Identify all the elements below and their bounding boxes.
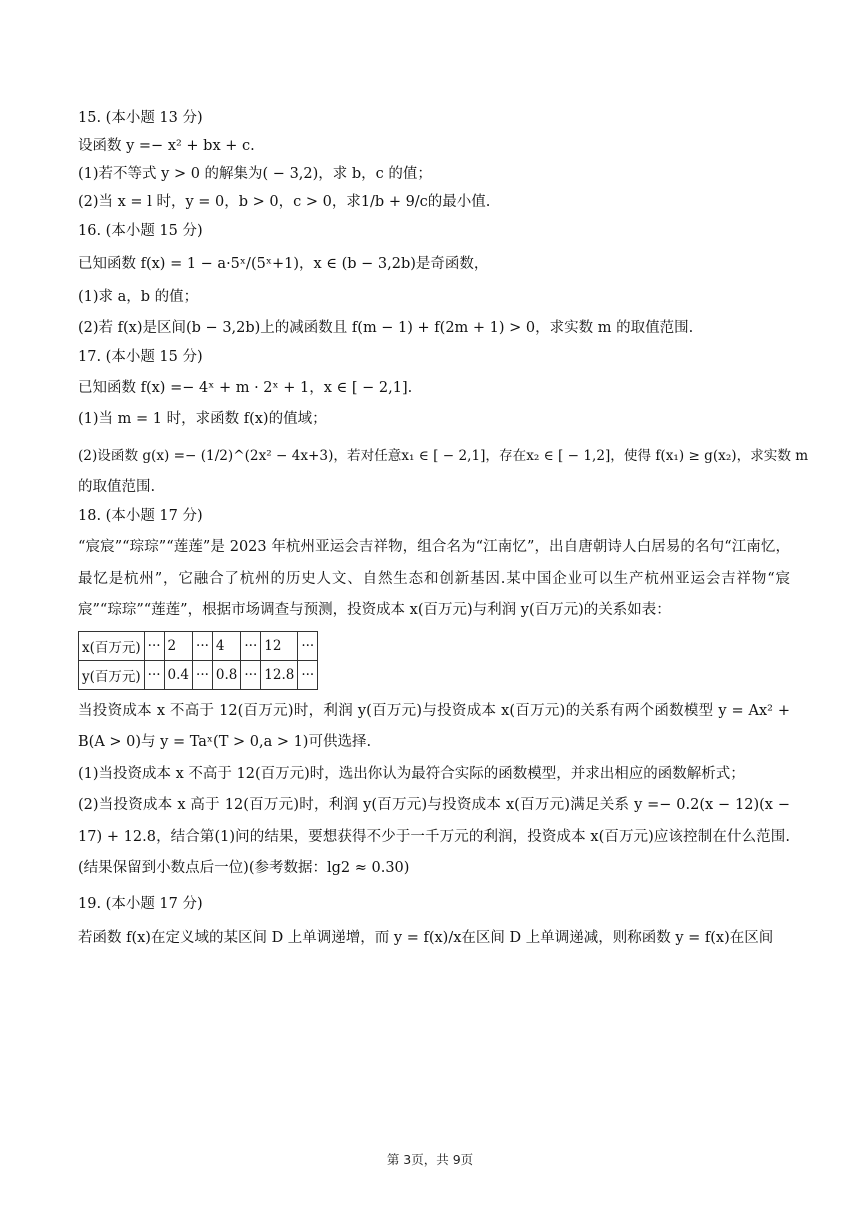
table-cell: 0.8 [212,660,240,689]
table-cell: ··· [241,660,261,689]
problem-line: (1)求 a，b 的值； [78,289,199,305]
problem-header: 19. (本小题 17 分) [78,895,203,912]
problem-header: 18. (本小题 17 分) [78,508,203,524]
page-content [78,108,809,957]
problem-line: (1)当 m = 1 时，求函数 f(x)的值域； [78,411,327,427]
table-cell: ··· [298,631,318,660]
problem-header: 16. (本小题 15 分) [78,223,203,239]
table-cell: ··· [241,631,261,660]
problem-header: 17. (本小题 15 分) [78,349,203,365]
table-cell: ··· [144,631,164,660]
problem-line: (1)若不等式 y > 0 的解集为( − 3,2)，求 b，c 的值； [78,166,432,182]
problem-19 [78,894,790,948]
table-cell: 0.4 [164,660,192,689]
problem-line: 设函数 y =− x² + bx + c. [78,138,255,154]
problem-part: (1)当投资成本 x 不高于 12(百万元)时，选出你认为最符合实际的函数模型，并求出相应的函数解析式； [78,765,745,782]
table-cell: 12 [261,631,298,660]
problem-17 [78,347,809,497]
table-cell: ··· [298,660,318,689]
problem-part: (2)当投资成本 x 高于 12(百万元)时，利润 y(百万元)与投资成本 x(百万元)满足关系 y =− 0.2(x − 12)(x − 17) + 12.8，结合第(1)问的结果，要想获得不少于一千万元的利润，投资成本 x(百万元)应该控制在什么范围.(结果保留到小数点后一位)(参考数据：lg2 ≈ 0.30) [78,797,790,876]
problem-header: 15. (本小题 13 分) [78,110,203,126]
table-cell: ··· [193,660,213,689]
table-cell: 2 [164,631,192,660]
problem-line: (2)设函数 g(x) =− (1/2)^(2x² − 4x+3)，若对任意x₁ ∈ [ − 2,1]，存在x₂ ∈ [ − 1,2]，使得 f(x₁) ≥ g(x₂)，求实数 m [78,448,809,464]
problem-15 [78,108,790,212]
page-footer: 第 3页，共 9页 [386,1152,474,1167]
problem-line: (2)若 f(x)是区间(b − 3,2b)上的减函数且 f(m − 1) + f(2m + 1) > 0，求实数 m 的取值范围. [78,320,694,336]
problem-intro: 若函数 f(x)在定义域的某区间 D 上单调递增，而 y = f(x)/x在区间 D 上单调递减，则称函数 y = f(x)在区间 [78,929,774,946]
table-row [79,631,318,660]
table-cell: ··· [144,660,164,689]
problem-line: 的取值范围. [78,479,156,495]
problem-16 [78,221,790,338]
table-cell: x(百万元) [79,631,145,660]
table-cell: 4 [212,631,240,660]
problem-line: 已知函数 f(x) = 1 − a·5ˣ/(5ˣ+1)，x ∈ (b − 3,2b)是奇函数， [78,256,489,272]
table-cell: ··· [193,631,213,660]
problem-text: 当投资成本 x 不高于 12(百万元)时，利润 y(百万元)与投资成本 x(百万元)的关系有两个函数模型 y = Ax² + B(A > 0)与 y = Taˣ(T > 0,a > 1)可供选择. [78,702,790,750]
cost-profit-table [78,631,318,690]
table-cell: y(百万元) [79,660,145,689]
problem-intro: “宸宸”“琮琮”“莲莲”是 2023 年杭州亚运会吉祥物，组合名为“江南忆”，出自唐朝诗人白居易的名句“江南忆，最忆是杭州”，它融合了杭州的历史人文、自然生态和创新基因.某中国企业可以生产杭州亚运会吉祥物“宸宸”“琮琮”“莲莲”，根据市场调查与预测，投资成本 x(百万元)与利润 y(百万元)的关系如表： [78,539,790,618]
problem-18 [78,506,790,885]
problem-line: (2)当 x = l 时，y = 0，b > 0，c > 0，求1/b + 9/c的最小值. [78,194,491,210]
table-cell: 12.8 [261,660,298,689]
problem-line: 已知函数 f(x) =− 4ˣ + m · 2ˣ + 1，x ∈ [ − 2,1]. [78,380,413,396]
table-row [79,660,318,689]
